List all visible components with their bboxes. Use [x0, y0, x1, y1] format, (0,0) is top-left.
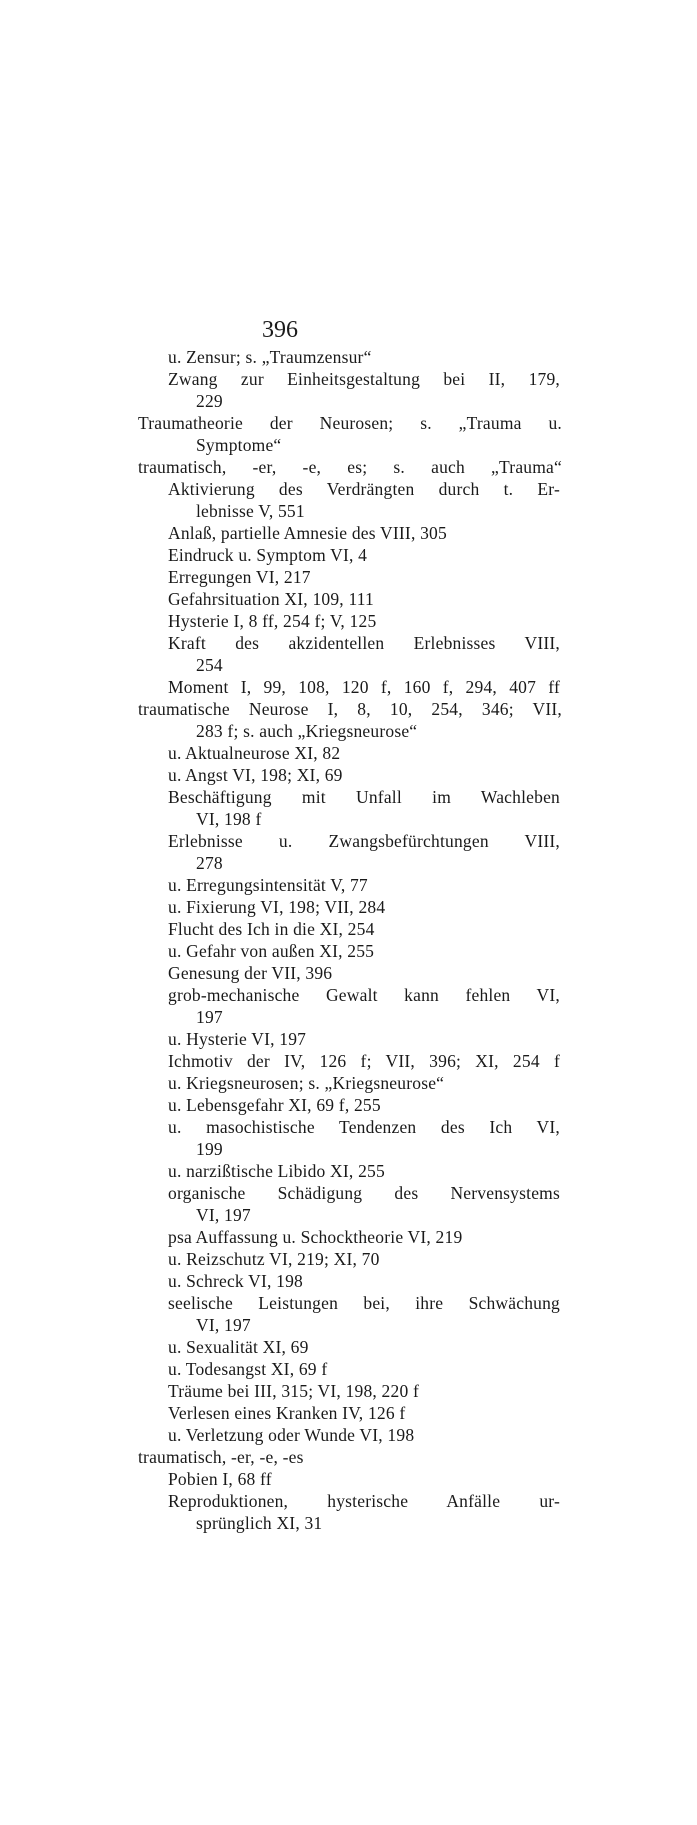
index-line: 229	[196, 391, 223, 411]
index-line: Kraft des akzidentellen Erlebnisses VIII,	[168, 633, 560, 653]
index-line: u. Todesangst XI, 69 f	[168, 1359, 328, 1379]
index-line: Eindruck u. Symptom VI, 4	[168, 545, 368, 565]
index-line: 278	[196, 853, 223, 873]
index-line: u. Erregungsintensität V, 77	[168, 875, 368, 895]
index-line: Genesung der VII, 396	[168, 963, 333, 983]
index-line: u. Sexualität XI, 69	[168, 1337, 309, 1357]
index-line: u. narzißtische Libido XI, 255	[168, 1161, 385, 1181]
index-line: traumatisch, -er, -e, es; s. auch „Trauma“	[138, 457, 562, 477]
index-line: u. masochistische Tendenzen des Ich VI,	[168, 1117, 560, 1137]
index-line: Flucht des Ich in die XI, 254	[168, 919, 375, 939]
index-line: 254	[196, 655, 223, 675]
index-line: Verlesen eines Kranken IV, 126 f	[168, 1403, 406, 1423]
index-line: Moment I, 99, 108, 120 f, 160 f, 294, 407 ff	[168, 677, 560, 697]
index-line: seelische Leistungen bei, ihre Schwächung	[168, 1293, 560, 1313]
index-line: grob-mechanische Gewalt kann fehlen VI,	[168, 985, 560, 1005]
index-line: u. Lebensgefahr XI, 69 f, 255	[168, 1095, 381, 1115]
index-line: Traumatheorie der Neurosen; s. „Trauma u.	[138, 413, 562, 433]
index-line: u. Verletzung oder Wunde VI, 198	[168, 1425, 415, 1445]
index-line: psa Auffassung u. Schocktheorie VI, 219	[168, 1227, 463, 1247]
index-line: u. Kriegsneurosen; s. „Kriegsneurose“	[168, 1073, 445, 1093]
index-line: VI, 197	[196, 1205, 251, 1225]
index-line: VI, 198 f	[196, 809, 262, 829]
index-line: u. Reizschutz VI, 219; XI, 70	[168, 1249, 380, 1269]
index-line: u. Schreck VI, 198	[168, 1271, 303, 1291]
index-line: u. Aktualneurose XI, 82	[168, 743, 341, 763]
index-line: 197	[196, 1007, 223, 1027]
index-line: Pobien I, 68 ff	[168, 1469, 272, 1489]
index-line: Beschäftigung mit Unfall im Wachleben	[168, 787, 560, 807]
index-line: Träume bei III, 315; VI, 198, 220 f	[168, 1381, 420, 1401]
index-line: u. Hysterie VI, 197	[168, 1029, 307, 1049]
index-line: Hysterie I, 8 ff, 254 f; V, 125	[168, 611, 377, 631]
index-line: Erlebnisse u. Zwangsbefürchtungen VIII,	[168, 831, 560, 851]
page-number: 396	[262, 317, 298, 343]
index-line: VI, 197	[196, 1315, 251, 1335]
index-line: Aktivierung des Verdrängten durch t. Er-	[168, 479, 560, 499]
index-line: u. Fixierung VI, 198; VII, 284	[168, 897, 386, 917]
index-line: Zwang zur Einheitsgestaltung bei II, 179,	[168, 369, 560, 389]
index-line: Gefahrsituation XI, 109, 111	[168, 589, 374, 609]
index-line: u. Angst VI, 198; XI, 69	[168, 765, 343, 785]
index-line: Erregungen VI, 217	[168, 567, 311, 587]
index-line: 283 f; s. auch „Kriegsneurose“	[196, 721, 418, 741]
index-line: 199	[196, 1139, 223, 1159]
index-line: u. Gefahr von außen XI, 255	[168, 941, 375, 961]
index-line: lebnisse V, 551	[196, 501, 305, 521]
index-line: Reproduktionen, hysterische Anfälle ur-	[168, 1491, 560, 1511]
index-line: traumatische Neurose I, 8, 10, 254, 346; VII,	[138, 699, 562, 719]
index-line: Symptome“	[196, 435, 282, 455]
index-line: Ichmotiv der IV, 126 f; VII, 396; XI, 254 f	[168, 1051, 560, 1071]
index-line: Anlaß, partielle Amnesie des VIII, 305	[168, 523, 447, 543]
index-line: u. Zensur; s. „Traumzensur“	[168, 347, 372, 367]
index-line: sprünglich XI, 31	[196, 1513, 323, 1533]
index-line: traumatisch, -er, -e, -es	[138, 1447, 304, 1467]
index-line: organische Schädigung des Nervensystems	[168, 1183, 560, 1203]
